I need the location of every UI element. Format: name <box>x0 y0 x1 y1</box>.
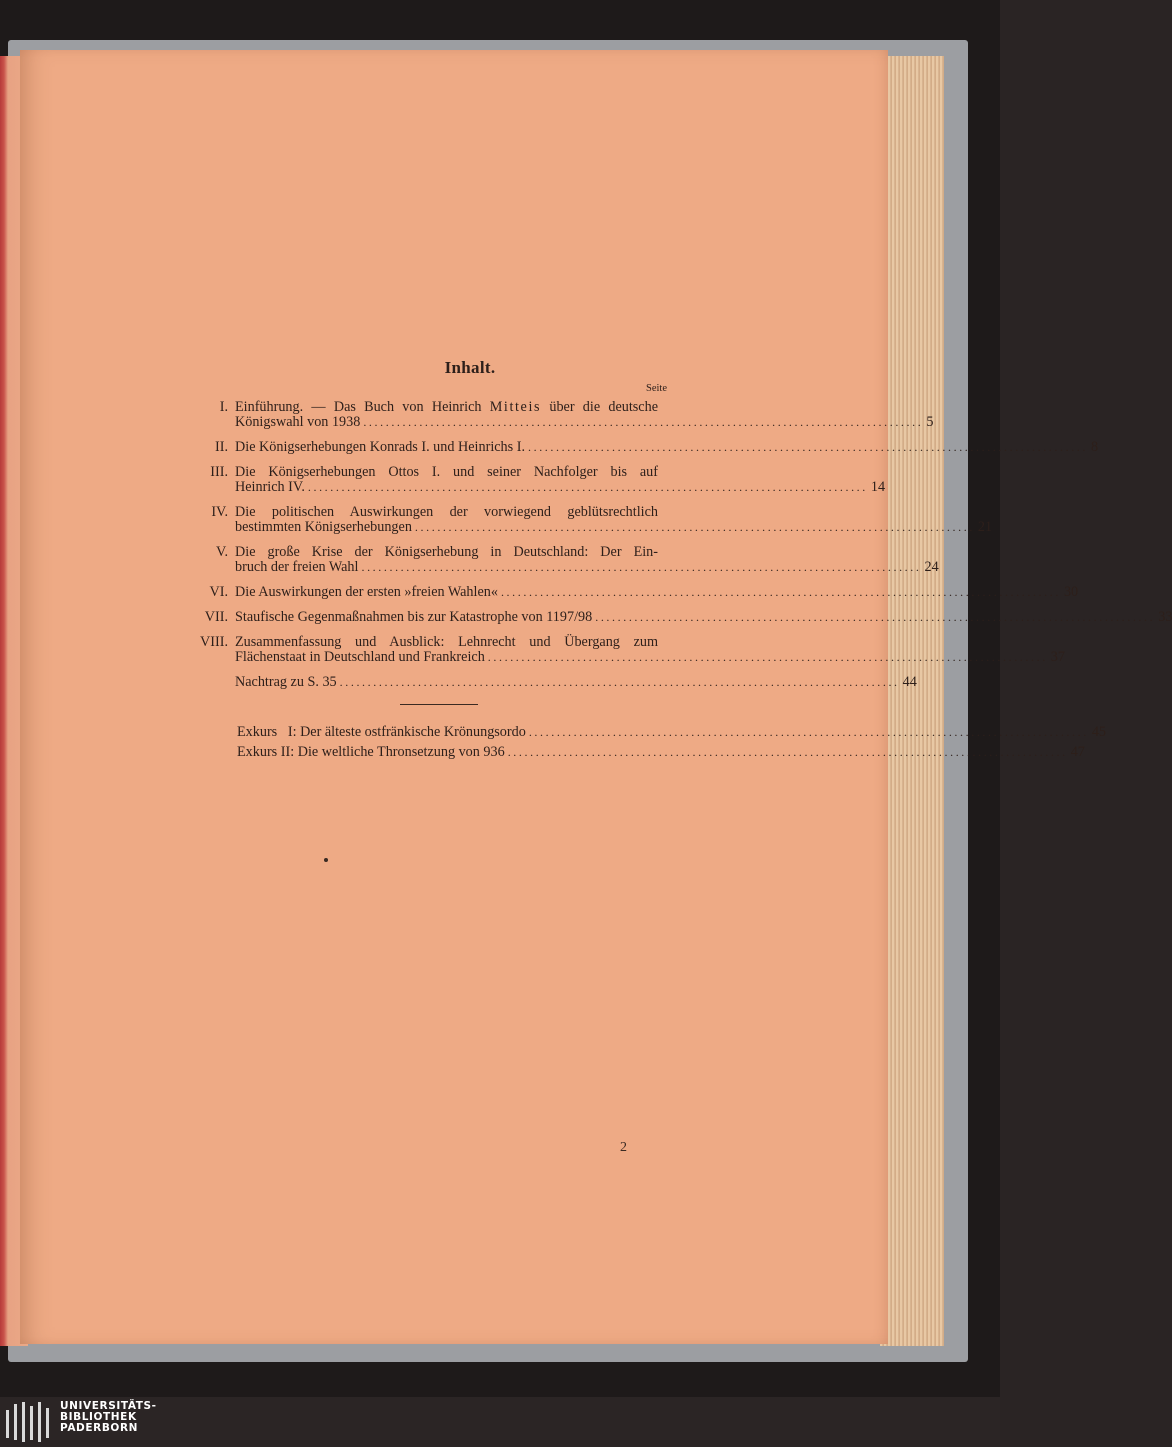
library-footer-bar <box>0 1397 1000 1447</box>
entry-text: bruch der freien Wahl <box>235 559 359 575</box>
excursus-label: Exkurs <box>237 744 278 760</box>
toc-entry <box>170 464 886 495</box>
leader-dots: .................................................................................................... <box>507 745 1068 759</box>
entry-text: Nachtrag zu S. 35 <box>235 674 337 690</box>
entry-text: Königswahl von 1938 <box>235 414 361 430</box>
chapter-number: VIII. <box>200 634 228 650</box>
entry-last-line <box>235 559 939 575</box>
excursus-entry <box>170 744 1085 760</box>
excursus-entry <box>170 724 1107 740</box>
entry-last-line <box>237 724 1107 740</box>
excursus-label: Exkurs <box>237 724 278 740</box>
author-name: Mitteis <box>489 399 542 415</box>
page-number: 44 <box>902 674 917 690</box>
entry-text: bestimmten Königserhebungen <box>235 519 412 535</box>
entry-text: Staufische Gegenmaßnahmen bis zur Katastrophe von 1197/98 <box>235 609 593 625</box>
chapter-number: V. <box>216 544 228 560</box>
page-block-edges <box>880 56 944 1346</box>
logo-line: PADERBORN <box>60 1422 139 1434</box>
entry-text <box>237 725 526 740</box>
folio-number: 2 <box>620 1140 627 1155</box>
leader-dots: .................................................................................................... <box>361 560 922 574</box>
leader-dots: .................................................................................................... <box>339 675 900 689</box>
page-number: 8 <box>1091 439 1099 455</box>
entry-text: über die deutsche <box>549 399 658 415</box>
toc-title: Inhalt. <box>444 358 496 377</box>
page-number: 33 <box>1158 609 1172 625</box>
excursus-number: II: <box>280 744 295 760</box>
logo-line: BIBLIOTHEK <box>60 1411 137 1423</box>
toc-entry-addendum <box>170 674 917 690</box>
entry-last-line <box>235 479 886 495</box>
leader-dots: .................................................................................................... <box>528 725 1089 739</box>
entry-last-line <box>235 674 917 690</box>
section-divider <box>400 704 478 705</box>
chapter-number: III. <box>210 464 228 480</box>
page-number: 24 <box>924 559 939 575</box>
page-number: 30 <box>1063 584 1079 600</box>
leader-dots: .................................................................................................... <box>363 415 924 429</box>
toc-entry <box>170 584 1079 600</box>
toc-entry <box>170 399 934 430</box>
entry-first-line: Die Königserhebungen Ottos I. und seiner Nachfolger bis auf <box>235 464 658 480</box>
entry-first-line: Die politischen Auswirkungen der vorwiegend geblütsrechtlich <box>235 504 658 520</box>
page-number: 37 <box>1050 649 1065 665</box>
entry-text: Heinrich IV. <box>235 479 305 495</box>
entry-last-line <box>235 439 1099 455</box>
entry-last-line <box>235 519 993 535</box>
entry-text: Einführung. — Das Buch von Heinrich <box>235 399 482 415</box>
toc-entry <box>170 544 939 575</box>
page-number: 5 <box>926 414 934 430</box>
leader-dots: .................................................................................................... <box>414 520 975 534</box>
library-logo-text <box>60 1401 157 1434</box>
page-number: 47 <box>1070 744 1085 760</box>
entry-first-line: Die große Krise der Königserhebung in Deutschland: Der Ein- <box>235 544 658 560</box>
excursus-number: I: <box>287 724 297 740</box>
leader-dots: .................................................................................................... <box>500 585 1061 599</box>
logo-line: UNIVERSITÄTS- <box>60 1400 157 1412</box>
page-number: 21 <box>977 519 993 535</box>
leader-dots: .................................................................................................... <box>528 440 1088 454</box>
toc-entry <box>170 609 1172 625</box>
excursus-title: Der älteste ostfränkische Krönungsordo <box>300 724 526 740</box>
excursus-title: Die weltliche Thronsetzung von 936 <box>297 744 505 760</box>
entry-last-line <box>235 414 934 430</box>
entry-text: Die Königserhebungen Konrads I. und Heinrichs I. <box>235 439 525 455</box>
toc-entry <box>170 504 993 535</box>
page-column-label: Seite <box>646 383 667 394</box>
leader-dots: .................................................................................................... <box>307 480 868 494</box>
chapter-number: IV. <box>211 504 228 520</box>
ink-speck <box>324 858 328 862</box>
page-number: 45 <box>1091 724 1107 740</box>
table-of-contents <box>170 358 1172 765</box>
chapter-number: VII. <box>204 609 228 625</box>
entry-last-line <box>235 649 1065 665</box>
entry-text <box>237 745 505 760</box>
entry-text: Flächenstaat in Deutschland und Frankreich <box>235 649 485 665</box>
entry-first-line: Zusammenfassung und Ausblick: Lehnrecht und Übergang zum <box>235 634 658 650</box>
chapter-number: II. <box>215 439 228 455</box>
entry-text: Die Auswirkungen der ersten »freien Wahlen« <box>235 584 498 600</box>
chapter-number: I. <box>219 399 228 415</box>
entry-last-line <box>237 744 1085 760</box>
entry-last-line <box>235 609 1172 625</box>
toc-entry <box>170 634 1065 665</box>
chapter-number: VI. <box>209 584 228 600</box>
book-page <box>20 50 1172 1344</box>
entry-last-line <box>235 584 1079 600</box>
leader-dots: .................................................................................................... <box>487 650 1048 664</box>
leader-dots: .................................................................................................... <box>595 610 1156 624</box>
entry-first-line <box>235 400 680 415</box>
page-number: 14 <box>870 479 886 495</box>
toc-entry <box>170 439 1099 455</box>
